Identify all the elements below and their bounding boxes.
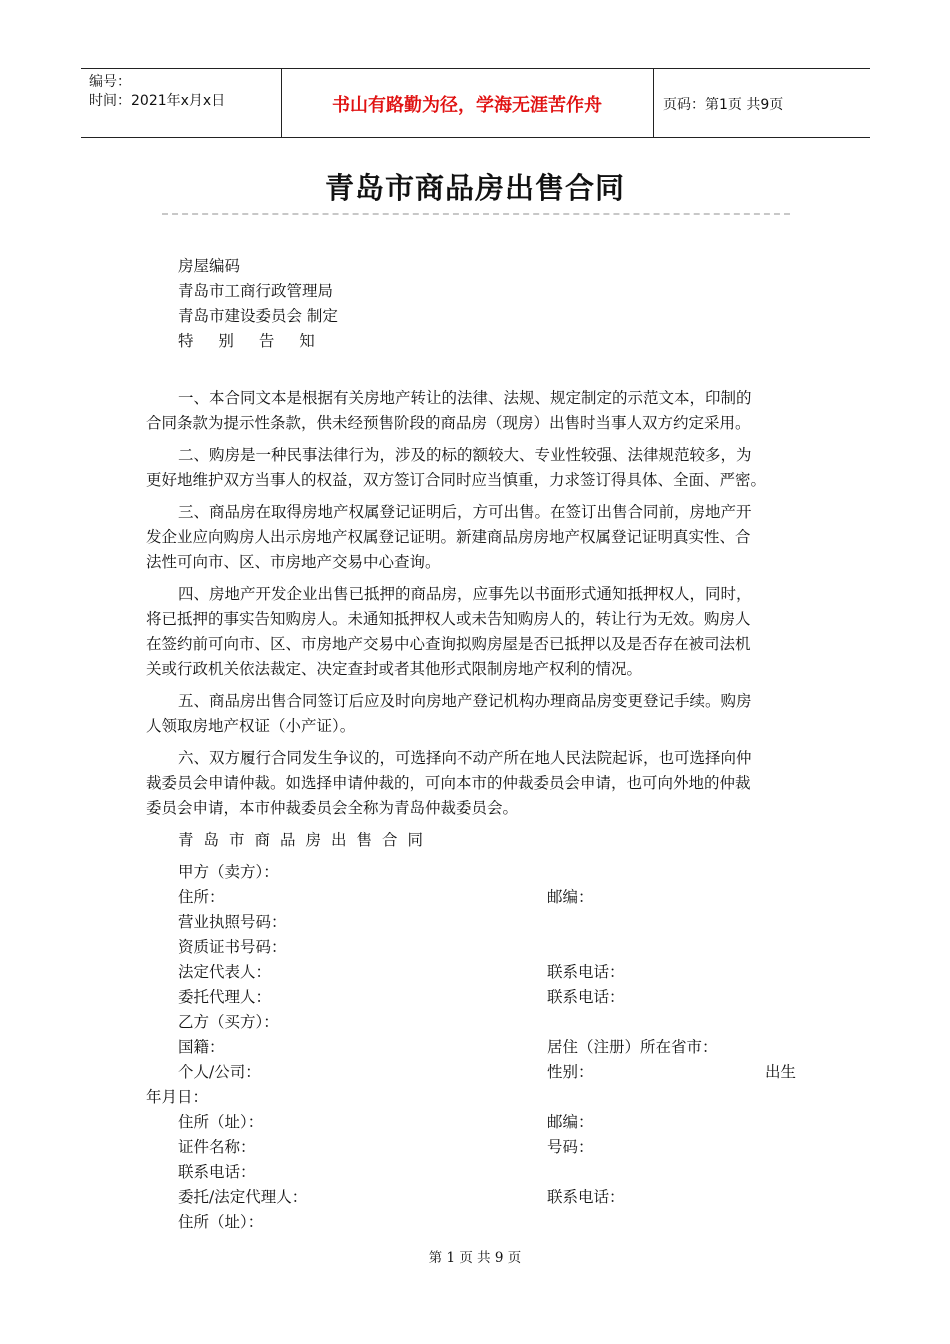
title-divider [162, 213, 790, 215]
person-company-label: 个人/公司： [178, 1063, 261, 1081]
header-number: 编号： [89, 74, 131, 90]
residence-province-label: 居住（注册）所在省市： [547, 1038, 718, 1056]
id-name-label: 证件名称： [178, 1138, 256, 1156]
gender-label: 性别： [547, 1063, 594, 1081]
paragraph-line: 三、商品房在取得房地产权属登记证明后，方可出售。在签订出售合同前，房地产开 [178, 503, 752, 521]
legal-rep-phone-label: 联系电话： [547, 963, 625, 981]
paragraph-line: 发企业应向购房人出示房地产权属登记证明。新建商品房房地产权属登记证明真实性、合 [146, 528, 751, 546]
buyer-address-label: 住所（址）： [178, 1113, 264, 1131]
paragraph-line: 二、购房是一种民事法律行为，涉及的标的额较大、专业性较强、法律规范较多，为 [178, 446, 752, 464]
issuer-line: 青岛市建设委员会 制定 [178, 307, 338, 325]
paragraph-line: 将已抵押的事实告知购房人。未通知抵押权人或未告知购房人的，转让行为无效。购房人 [146, 610, 751, 628]
seller-agent-label: 委托代理人： [178, 988, 272, 1006]
paragraph-line: 四、房地产开发企业出售已抵押的商品房，应事先以书面形式通知抵押权人，同时， [178, 585, 752, 603]
seller-address-label: 住所： [178, 888, 225, 906]
paragraph-line: 更好地维护双方当事人的权益，双方签订合同时应当慎重，力求签订得具体、全面、严密。 [146, 471, 767, 489]
contract-heading: 青岛市商品房出售合同 [178, 831, 434, 849]
legal-agent-label: 委托/法定代理人： [178, 1188, 308, 1206]
house-code-label: 房屋编码 [178, 257, 241, 275]
id-number-label: 号码： [547, 1138, 594, 1156]
buyer-phone-label: 联系电话： [178, 1163, 256, 1181]
page-footer: 第 1 页 共 9 页 [428, 1250, 522, 1266]
paragraph-line: 一、本合同文本是根据有关房地产转让的法律、法规、规定制定的示范文本，印制的 [178, 389, 752, 407]
nationality-label: 国籍： [178, 1038, 225, 1056]
buyer-label: 乙方（买方）： [178, 1013, 279, 1031]
legal-rep-label: 法定代表人： [178, 963, 272, 981]
paragraph-line: 五、商品房出售合同签订后应及时向房地产登记机构办理商品房变更登记手续。购房 [178, 692, 752, 710]
agent-address-label: 住所（址）： [178, 1213, 264, 1231]
license-number-label: 营业执照号码： [178, 913, 287, 931]
buyer-postcode-label: 邮编： [547, 1113, 594, 1131]
birth-date-label-cont: 年月日： [146, 1088, 209, 1106]
seller-postcode-label: 邮编： [547, 888, 594, 906]
header-meta [89, 73, 225, 111]
paragraph-line: 人领取房地产权证（小产证）。 [146, 717, 356, 735]
header-motto: 书山有路勤为径，学海无涯苦作舟 [332, 95, 602, 116]
birth-date-label: 出生 [765, 1063, 797, 1081]
paragraph-line: 委员会申请，本市仲裁委员会全称为青岛仲裁委员会。 [146, 799, 519, 817]
header-date: 时间：2021年x月x日 [89, 93, 226, 109]
header-divider [653, 69, 654, 137]
paragraph-line: 合同条款为提示性条款，供未经预售阶段的商品房（现房）出售时当事人双方约定采用。 [146, 414, 751, 432]
paragraph-line: 在签约前可向市、区、市房地产交易中心查询拟购房屋是否已抵押以及是否存在被司法机 [146, 635, 751, 653]
header-page-number: 页码：第1页 共9页 [663, 97, 784, 113]
paragraph-line: 裁委员会申请仲裁。如选择申请仲裁的，可向本市的仲裁委员会申请，也可向外地的仲裁 [146, 774, 751, 792]
legal-agent-phone-label: 联系电话： [547, 1188, 625, 1206]
paragraph-line: 法性可向市、区、市房地产交易中心查询。 [146, 553, 441, 571]
issuer-line: 青岛市工商行政管理局 [178, 282, 334, 300]
special-notice-heading: 特 别 告 知 [178, 332, 325, 350]
qualification-number-label: 资质证书号码： [178, 938, 287, 956]
paragraph-line: 六、双方履行合同发生争议的，可选择向不动产所在地人民法院起诉，也可选择向仲 [178, 749, 752, 767]
document-header [81, 68, 870, 138]
seller-label: 甲方（卖方）： [178, 863, 279, 881]
paragraph-line: 关或行政机关依法裁定、决定查封或者其他形式限制房地产权利的情况。 [146, 660, 643, 678]
document-title: 青岛市商品房出售合同 [324, 171, 625, 205]
seller-agent-phone-label: 联系电话： [547, 988, 625, 1006]
